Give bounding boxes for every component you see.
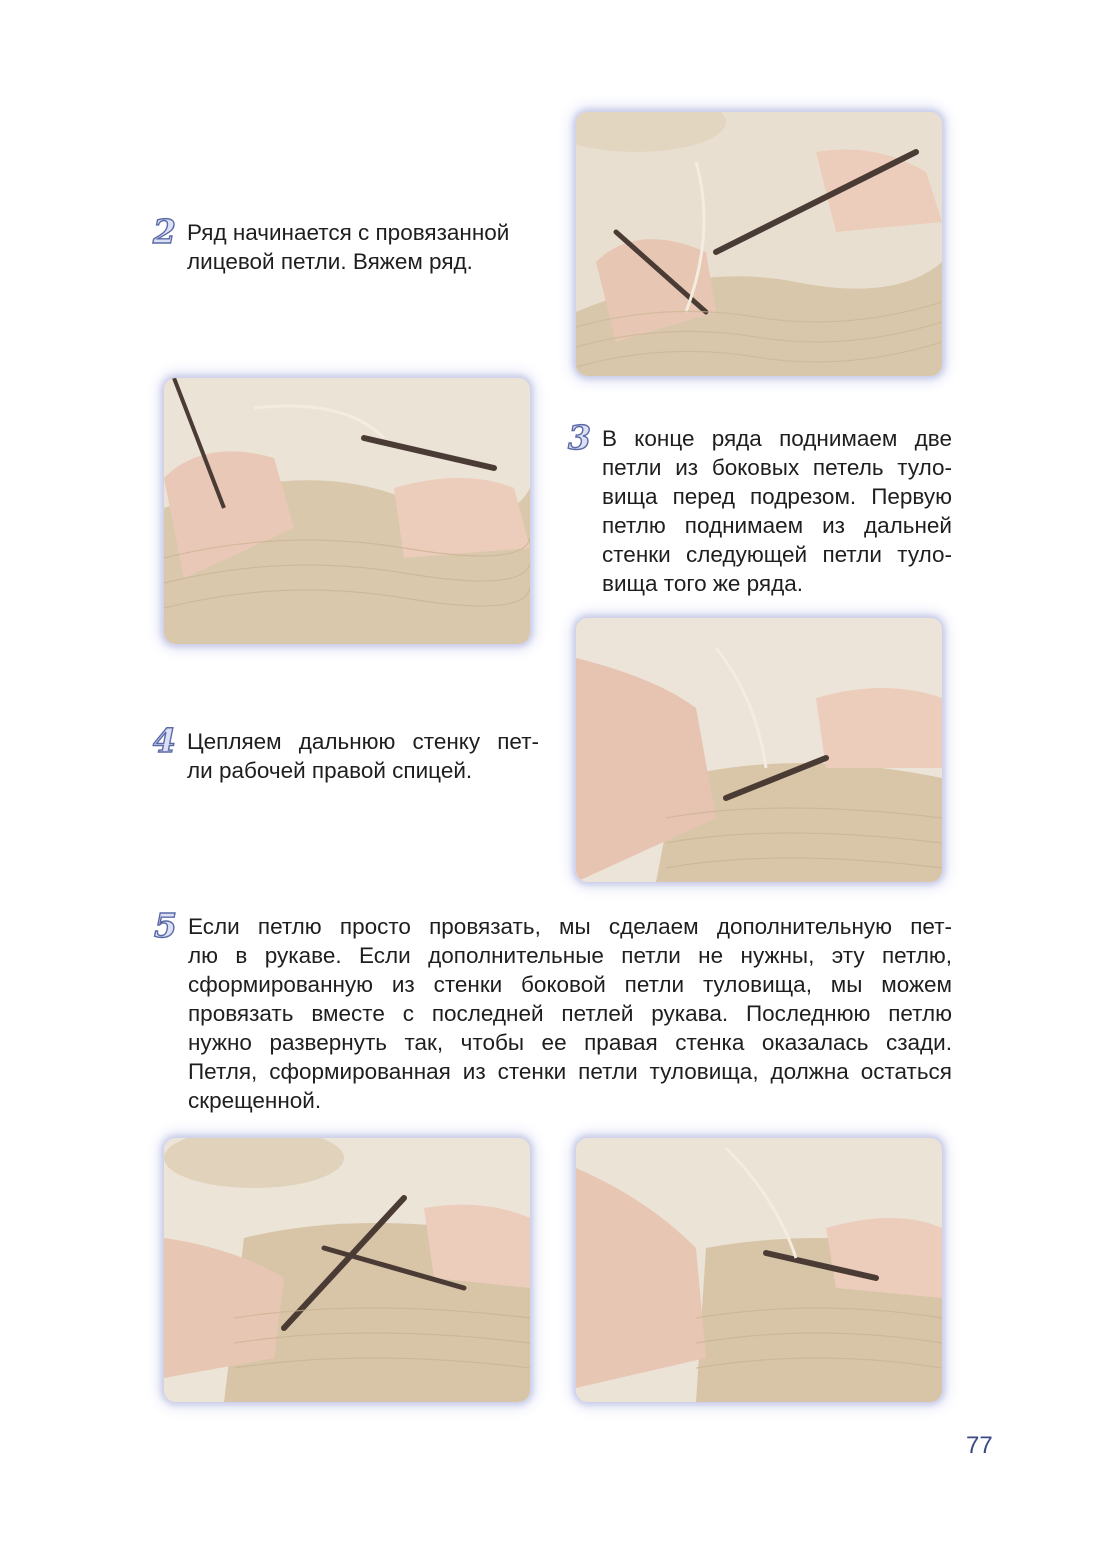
step-3-line: вища перед подрезом. Первую [602,484,952,509]
step-3-line: стенки следующей петли туло- [602,542,952,567]
step-3-line: петлю поднимаем из дальней [602,513,952,538]
photo-step-3 [164,378,530,644]
photo-step-4 [576,618,942,882]
step-5 [154,906,952,1115]
step-5-line: нужно развернуть так, чтобы ее правая стенка оказалась сзади. [188,1030,952,1055]
step-3 [568,418,952,598]
step-5-line: Если петлю просто провязать, мы сделаем дополнительную пет- [188,914,952,939]
step-2 [153,212,547,276]
step-5-line: скрещенной. [188,1088,322,1113]
step-5-line: Петля, сформированная из стенки петли туловища, должна остаться [188,1059,952,1084]
step-3-line: В конце ряда поднимаем две [602,426,952,451]
photo-step-5-right [576,1138,942,1402]
step-5-line: сформированную из стенки боковой петли туловища, мы можем [188,972,952,997]
step-number-2: 2 [153,212,176,251]
step-5-line: лю в рукаве. Если дополнительные петли не нужны, эту петлю, [188,943,952,968]
step-number-5: 5 [154,906,177,945]
photo-step-2 [576,112,942,376]
step-2-line: Ряд начинается с провязанной [187,220,510,245]
step-number-4: 4 [153,721,176,760]
page-number: 77 [966,1432,993,1459]
step-3-line: петли из боковых петель туло- [602,455,952,480]
step-number-3: 3 [568,418,591,457]
step-5-line: провязать вместе с последней петлей рукава. Последнюю петлю [188,1001,952,1026]
step-2-line: лицевой петли. Вяжем ряд. [187,249,473,274]
photo-step-5-left [164,1138,530,1402]
step-4-line: Цепляем дальнюю стенку пет- [187,729,539,754]
step-4-line: ли рабочей правой спицей. [187,758,473,783]
step-3-line: вища того же ряда. [602,571,803,596]
step-4 [153,721,539,785]
